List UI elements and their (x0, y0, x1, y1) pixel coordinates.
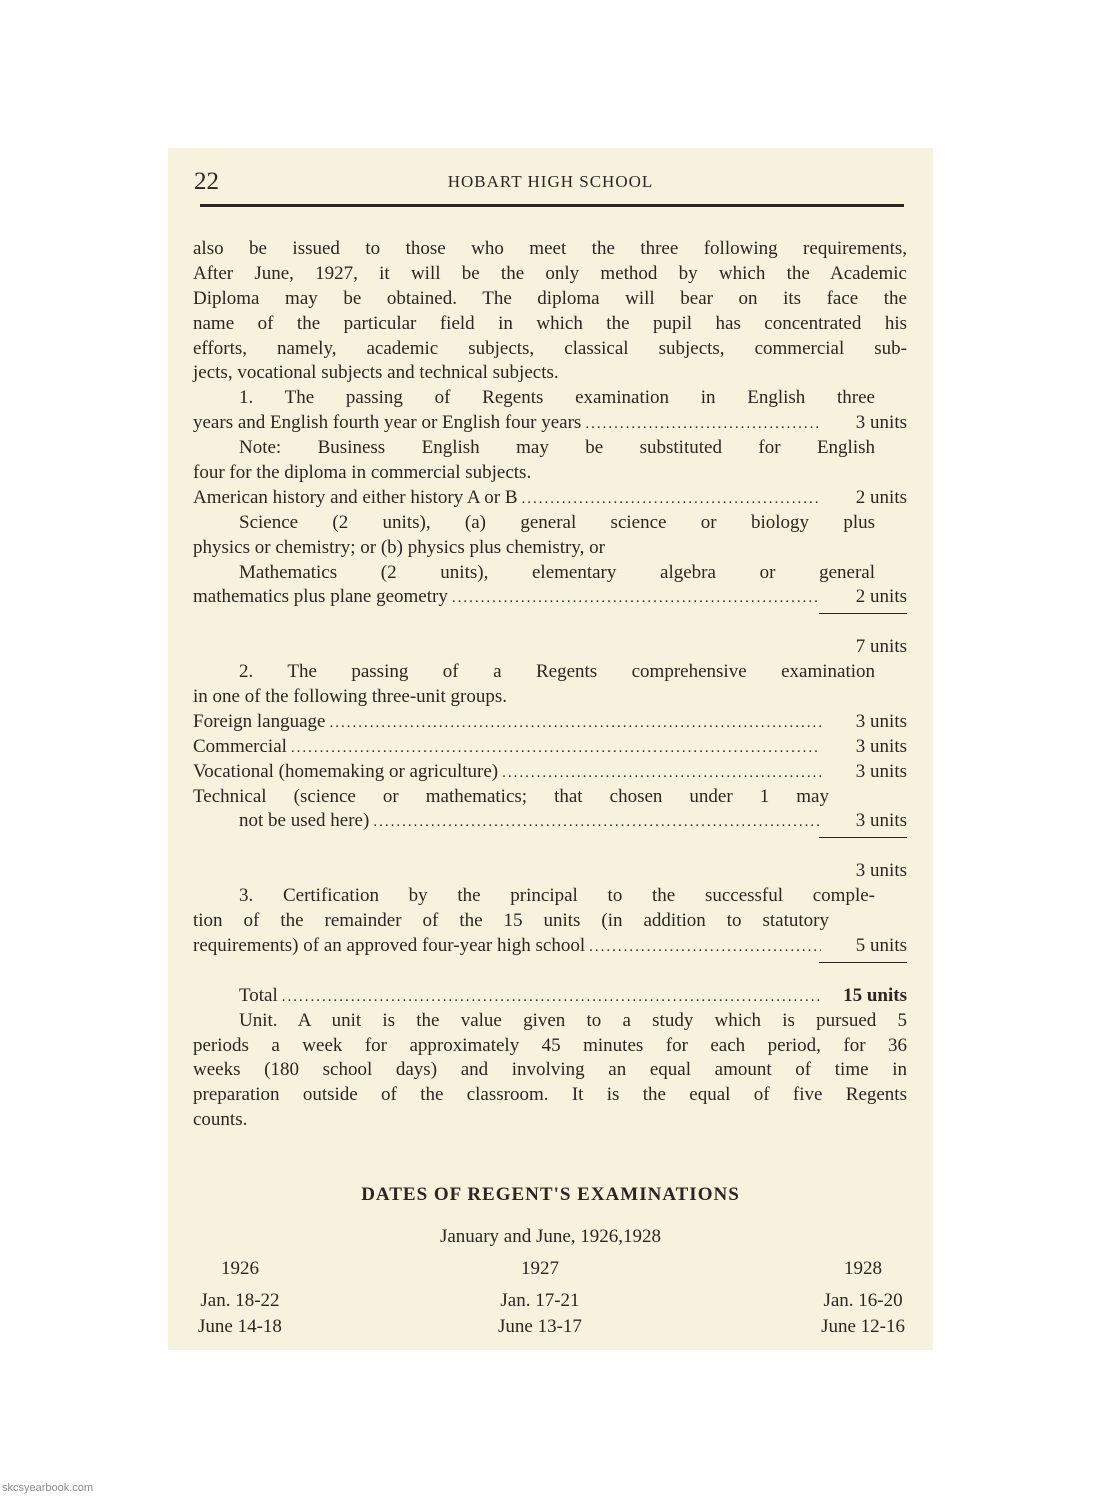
intro-line-last: jects, vocational subjects and technical subjects. (193, 362, 559, 384)
dot-leader (502, 761, 821, 786)
req3-line: tion of the remainder of the 15 units (in addition to statutory (193, 910, 829, 932)
entry-units: 3 units (855, 710, 907, 732)
entry-units: 3 units (855, 810, 907, 832)
entry-label: requirements) of an approved four-year high school (193, 934, 586, 956)
req1-math-entry (193, 585, 907, 610)
dot-leader (291, 736, 821, 761)
unit-definition-line: weeks (180 school days) and involving an equal amount of time in (193, 1059, 907, 1081)
intro-line: Diploma may be obtained. The diploma will bear on its face the (193, 287, 907, 309)
entry-units: 2 units (855, 486, 907, 508)
req2-technical-entry (193, 809, 907, 834)
dot-leader (282, 985, 821, 1010)
entry-units: 3 units (855, 760, 907, 782)
entry-label: years and English fourth year or English four years (193, 412, 582, 434)
note-line: four for the diploma in commercial subjects. (193, 462, 532, 484)
entry-label: not be used here) (239, 810, 370, 832)
exam-year: 1927 (520, 1258, 559, 1279)
unit-definition-last: counts. (193, 1109, 248, 1131)
dot-leader (589, 935, 821, 960)
technical-line: Technical (science or mathematics; that chosen under 1 may (193, 785, 829, 807)
entry-units: 5 units (855, 934, 907, 956)
req2-line: in one of the following three-unit groups. (193, 686, 507, 708)
req2-group-entry (193, 760, 907, 785)
book-page (168, 148, 933, 1350)
req3-entry (193, 934, 907, 959)
site-watermark: skcsyearbook.com (2, 1482, 94, 1494)
req2-subtotal: 3 units (855, 860, 907, 882)
unit-definition-line: preparation outside of the classroom. It is the equal of five Regents (193, 1084, 907, 1106)
math-line: Mathematics (2 units), elementary algebra or general (239, 561, 875, 583)
req1-english-entry (193, 411, 907, 436)
intro-line: efforts, namely, academic subjects, classical subjects, commercial sub- (193, 337, 907, 359)
running-title: HOBART HIGH SCHOOL (447, 172, 654, 191)
exam-year-column (198, 1256, 282, 1340)
unit-definition-line: Unit. A unit is the value given to a study which is pursued 5 (239, 1009, 907, 1031)
exam-year: 1926 (220, 1258, 259, 1279)
req1-history-entry (193, 486, 907, 511)
exam-dates-subheading: January and June, 1926,1928 (439, 1226, 662, 1247)
unit-definition-line: periods a week for approximately 45 minutes for each period, for 36 (193, 1034, 907, 1056)
science-line: Science (2 units), (a) general science or biology plus (239, 511, 875, 533)
req1-subtotal: 7 units (855, 636, 907, 658)
header-rule (200, 204, 904, 207)
page-number: 22 (194, 168, 219, 195)
dot-leader (452, 586, 821, 611)
entry-label: Commercial (193, 735, 287, 757)
grand-total-entry (193, 984, 907, 1009)
science-line: physics or chemistry; or (b) physics plus chemistry, or (193, 536, 605, 558)
exam-january-dates: Jan. 18-22 (200, 1290, 280, 1311)
entry-units: 3 units (855, 412, 907, 434)
subtotal-rule (193, 959, 907, 984)
intro-line: also be issued to those who meet the three following requirements, (193, 238, 907, 259)
dot-leader (585, 412, 821, 437)
exam-year-column (821, 1256, 905, 1340)
subtotal-rule (193, 834, 907, 859)
exam-january-dates: Jan. 17-21 (500, 1290, 580, 1311)
exam-year: 1928 (844, 1258, 883, 1279)
req1-line: 1. The passing of Regents examination in English three (239, 387, 875, 409)
exam-june-dates: June 13-17 (498, 1316, 582, 1337)
intro-line: After June, 1927, it will be the only method by which the Academic (193, 262, 907, 284)
exam-january-dates: Jan. 16-20 (823, 1290, 903, 1311)
dot-leader (373, 810, 821, 835)
exam-june-dates: June 14-18 (198, 1316, 282, 1337)
exam-june-dates: June 12-16 (821, 1316, 905, 1337)
req2-group-entry (193, 710, 907, 735)
page-body (193, 237, 907, 1133)
total-units: 15 units (843, 984, 907, 1006)
exam-dates-heading: DATES OF REGENT'S EXAMINATIONS (361, 1184, 740, 1205)
entry-label: Vocational (homemaking or agriculture) (193, 760, 499, 782)
exam-year-column (498, 1256, 582, 1340)
total-label: Total (239, 984, 278, 1006)
dot-leader (522, 487, 821, 512)
subtotal-rule (193, 610, 907, 635)
entry-label: Foreign language (193, 710, 326, 732)
req3-line: 3. Certification by the principal to the successful comple- (239, 885, 875, 907)
req2-line: 2. The passing of a Regents comprehensive examination (239, 661, 875, 683)
entry-label: mathematics plus plane geometry (193, 586, 448, 608)
req2-group-entry (193, 735, 907, 760)
entry-units: 3 units (855, 735, 907, 757)
entry-units: 2 units (855, 586, 907, 608)
entry-label: American history and either history A or B (193, 486, 518, 508)
note-line: Note: Business English may be substituted for English (239, 437, 875, 459)
intro-line: name of the particular field in which the pupil has concentrated his (193, 312, 907, 334)
dot-leader (329, 711, 821, 736)
